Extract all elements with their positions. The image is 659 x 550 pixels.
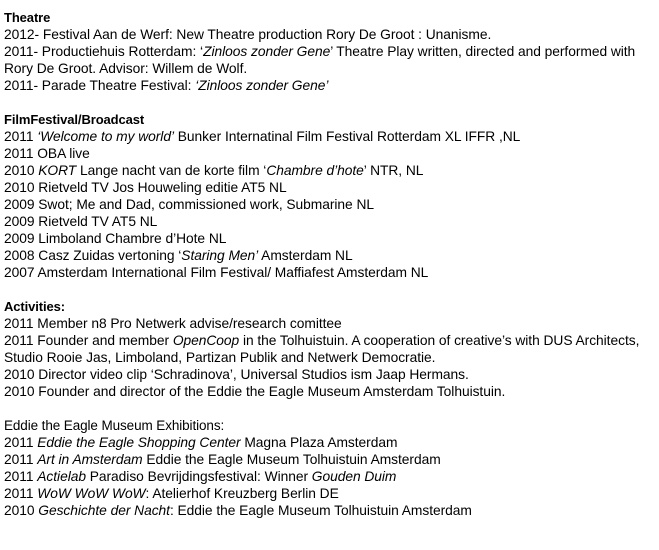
italic-title: Actielab xyxy=(37,469,86,484)
entry-text: 2011 Member n8 Pro Netwerk advise/research comittee xyxy=(4,316,342,331)
section-spacer xyxy=(4,94,659,111)
list-item xyxy=(4,502,659,519)
entry-text: Paradiso Bevrijdingsfestival: Winner xyxy=(85,469,312,484)
entry-text: Magna Plaza Amsterdam xyxy=(240,435,398,450)
list-item xyxy=(4,264,659,281)
activities-heading: Activities: xyxy=(4,299,66,314)
entry-text: Amsterdam NL xyxy=(258,248,353,263)
italic-title: Geschichte der Nacht xyxy=(38,503,170,518)
entry-text: 2008 Casz Zuidas vertoning ‘ xyxy=(4,248,182,263)
list-item xyxy=(4,213,659,230)
entry-text: : Eddie the Eagle Museum Tolhuistuin Amsterdam xyxy=(169,503,472,518)
list-item xyxy=(4,451,659,468)
entry-text: 2011 xyxy=(4,435,38,450)
italic-title: Gouden Duim xyxy=(311,469,397,484)
entry-text: 2010 xyxy=(4,503,39,518)
list-item xyxy=(4,77,659,94)
entry-text: 2009 Rietveld TV AT5 NL xyxy=(4,214,158,229)
entry-text: 2011 xyxy=(4,486,38,501)
entry-text: Eddie the Eagle Museum Tolhuistuin Amsterdam xyxy=(142,452,441,467)
activities-entries xyxy=(4,315,659,400)
section-spacer xyxy=(4,400,659,417)
film-heading: FilmFestival/Broadcast xyxy=(4,112,145,127)
list-item xyxy=(4,26,659,43)
entry-text: 2011 xyxy=(4,129,38,144)
theatre-entries xyxy=(4,26,659,94)
italic-title: ‘Zinloos zonder Gene’ xyxy=(195,78,329,93)
italic-title: WoW WoW WoW xyxy=(37,486,146,501)
entry-text: 2010 xyxy=(4,163,39,178)
entry-text: 2011 xyxy=(4,452,38,467)
entry-text: 2011 xyxy=(4,469,38,484)
entry-text: 2009 Swot; Me and Dad, commissioned work, Submarine NL xyxy=(4,197,374,212)
list-item xyxy=(4,332,654,366)
activities-section xyxy=(4,298,659,400)
list-item xyxy=(4,315,659,332)
italic-title: Art in Amsterdam xyxy=(37,452,143,467)
italic-title: ‘Welcome to my world’ xyxy=(37,129,174,144)
film-section xyxy=(4,111,659,281)
list-item xyxy=(4,145,659,162)
entry-text: ’ NTR, NL xyxy=(363,163,424,178)
list-item xyxy=(4,366,659,383)
list-item xyxy=(4,468,659,485)
list-item xyxy=(4,485,659,502)
entry-text: 2011 OBA live xyxy=(4,146,90,161)
list-item xyxy=(4,128,659,145)
entry-text: 2012- Festival Aan de Werf: New Theatre production Rory De Groot : Unanisme. xyxy=(4,27,492,42)
entry-text: in the Tolhuistuin. A cooperation of creative’s with DUS Architects, Studio Rooie Jas, Limboland, Partizan Publik and Netwerk Democratie. xyxy=(4,333,640,365)
list-item xyxy=(4,196,659,213)
exhibitions-entries xyxy=(4,434,659,519)
list-item xyxy=(4,179,659,196)
entry-text: 2010 Founder and director of the Eddie the Eagle Museum Amsterdam Tolhuistuin. xyxy=(4,384,506,399)
entry-text: Bunker Internatinal Film Festival Rotterdam XL IFFR ,NL xyxy=(173,129,521,144)
exhibitions-section xyxy=(4,417,659,519)
italic-title: Zinloos zonder Gene xyxy=(203,44,331,59)
list-item xyxy=(4,43,654,77)
list-item xyxy=(4,434,659,451)
section-spacer xyxy=(4,281,659,298)
entry-text: 2009 Limboland Chambre d’Hote NL xyxy=(4,231,227,246)
entry-text: 2011 Founder and member xyxy=(4,333,173,348)
list-item xyxy=(4,162,659,179)
entry-text: 2011- Parade Theatre Festival: xyxy=(4,78,196,93)
list-item xyxy=(4,247,659,264)
italic-title: KORT xyxy=(38,163,77,178)
list-item xyxy=(4,383,659,400)
theatre-section xyxy=(4,9,659,94)
entry-text: 2007 Amsterdam International Film Festival/ Maffiafest Amsterdam NL xyxy=(4,265,429,280)
italic-title: Chambre d’hote xyxy=(266,163,364,178)
entry-text: 2010 Director video clip ‘Schradinova’, Universal Studios ism Jaap Hermans. xyxy=(4,367,469,382)
entry-text: Lange nacht van de korte film ‘ xyxy=(76,163,267,178)
italic-title: Staring Men’ xyxy=(181,248,259,263)
film-entries xyxy=(4,128,659,281)
entry-text: ’ Theatre Play written, directed and performed with Rory De Groot. Advisor: Willem de Wolf. xyxy=(4,44,636,76)
entry-text: : Atelierhof Kreuzberg Berlin DE xyxy=(145,486,339,501)
theatre-heading: Theatre xyxy=(4,10,51,25)
italic-title: Eddie the Eagle Shopping Center xyxy=(37,435,241,450)
entry-text: 2011- Productiehuis Rotterdam: ‘ xyxy=(4,44,204,59)
exhibitions-heading: Eddie the Eagle Museum Exhibitions: xyxy=(4,418,225,433)
entry-text: 2010 Rietveld TV Jos Houweling editie AT5 NL xyxy=(4,180,287,195)
italic-title: OpenCoop xyxy=(172,333,240,348)
list-item xyxy=(4,230,659,247)
